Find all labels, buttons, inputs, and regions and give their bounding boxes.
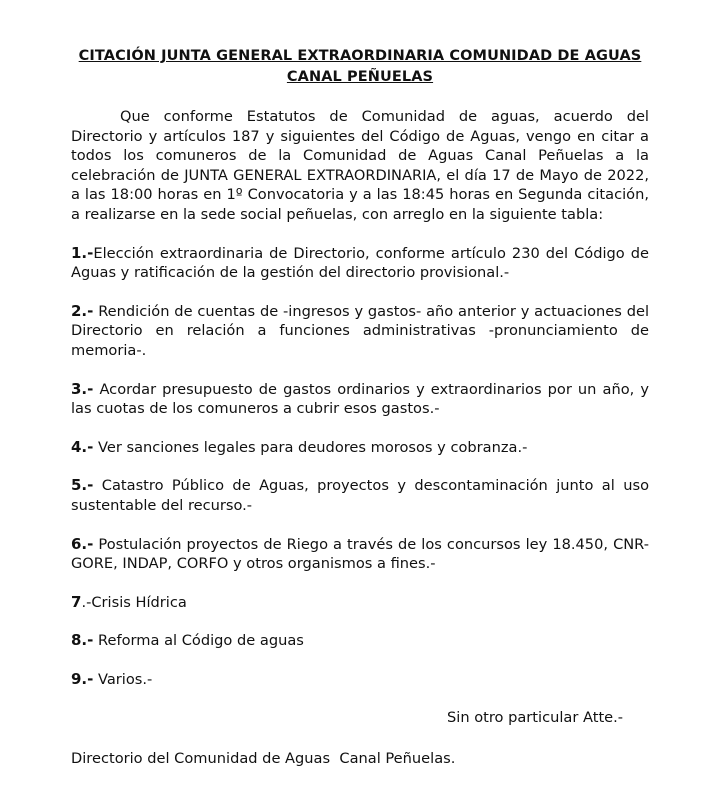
- agenda-item-number: 6.-: [71, 534, 94, 553]
- agenda-item-number: 5.-: [71, 476, 94, 495]
- agenda-item-6: [71, 535, 649, 574]
- agenda-item-9: [71, 670, 649, 690]
- agenda-item-text: Acordar presupuesto de gastos ordinarios y extraordinarios por un año, y las cuotas de los comuneros a cubrir esos gastos.-: [71, 380, 649, 418]
- agenda-item-2: [71, 302, 649, 361]
- agenda-item-text: Rendición de cuentas de -ingresos y gastos- año anterior y actuaciones del Directorio en relación a funciones administrativas -pronunciamiento de memoria-.: [71, 302, 649, 359]
- intro-paragraph: Que conforme Estatutos de Comunidad de aguas, acuerdo del Directorio y artículos 187 y siguientes del Código de Aguas, vengo en citar a todos los comuneros de la Comunidad de Aguas Canal Peñuelas a la celebración de JUNTA GENERAL EXTRAORDINARIA, el día 17 de Mayo de 2022, a las 18:00 horas en 1º Convocatoria y a las 18:45 horas en Segunda citación, a realizarse en la sede social peñuelas, con arreglo en la siguiente tabla:: [71, 108, 649, 223]
- agenda-item-text: Catastro Público de Aguas, proyectos y descontaminación junto al uso sustentable del recurso.-: [71, 477, 649, 514]
- signature-line: Directorio del Comunidad de Aguas Canal Peñuelas.: [71, 750, 456, 768]
- title-line-2: CANAL PEÑUELAS: [286, 69, 434, 85]
- agenda-item-number: 4.-: [71, 437, 94, 456]
- agenda-item-3: [71, 380, 649, 419]
- agenda-item-8: [71, 631, 649, 651]
- agenda-item-text: Ver sanciones legales para deudores morosos y cobranza.-: [93, 438, 528, 456]
- agenda-item-number: 8.-: [71, 631, 94, 650]
- agenda-item-text: Elección extraordinaria de Directorio, conforme artículo 230 del Código de Aguas y ratificación de la gestión del directorio provisional.-: [71, 244, 649, 282]
- agenda-item-number: 1.-: [71, 243, 94, 262]
- agenda-item-number: 3.-: [71, 379, 94, 398]
- agenda-item-number: 2.-: [71, 301, 94, 320]
- agenda-item-text: Reforma al Código de aguas: [93, 632, 304, 650]
- closing-line: Sin otro particular Atte.-: [447, 709, 624, 727]
- agenda-item-number: 9.-: [71, 669, 94, 688]
- agenda-item-text: Varios.-: [93, 670, 153, 688]
- agenda-item-text: Postulación proyectos de Riego a través de los concursos ley 18.450, CNR-GORE, INDAP, CORFO y otros organismos a fines.-: [71, 535, 649, 573]
- title-line-1: CITACIÓN JUNTA GENERAL EXTRAORDINARIA COMUNIDAD DE AGUAS: [78, 48, 642, 64]
- document-title: [71, 46, 649, 88]
- agenda-item-text: .-Crisis Hídrica: [81, 593, 187, 611]
- agenda-item-7: [71, 593, 649, 613]
- agenda-item-1: [71, 244, 649, 283]
- agenda-item-5: [71, 476, 649, 515]
- agenda-item-4: [71, 438, 649, 458]
- agenda-list: [71, 244, 649, 690]
- agenda-item-number: 7: [71, 592, 82, 611]
